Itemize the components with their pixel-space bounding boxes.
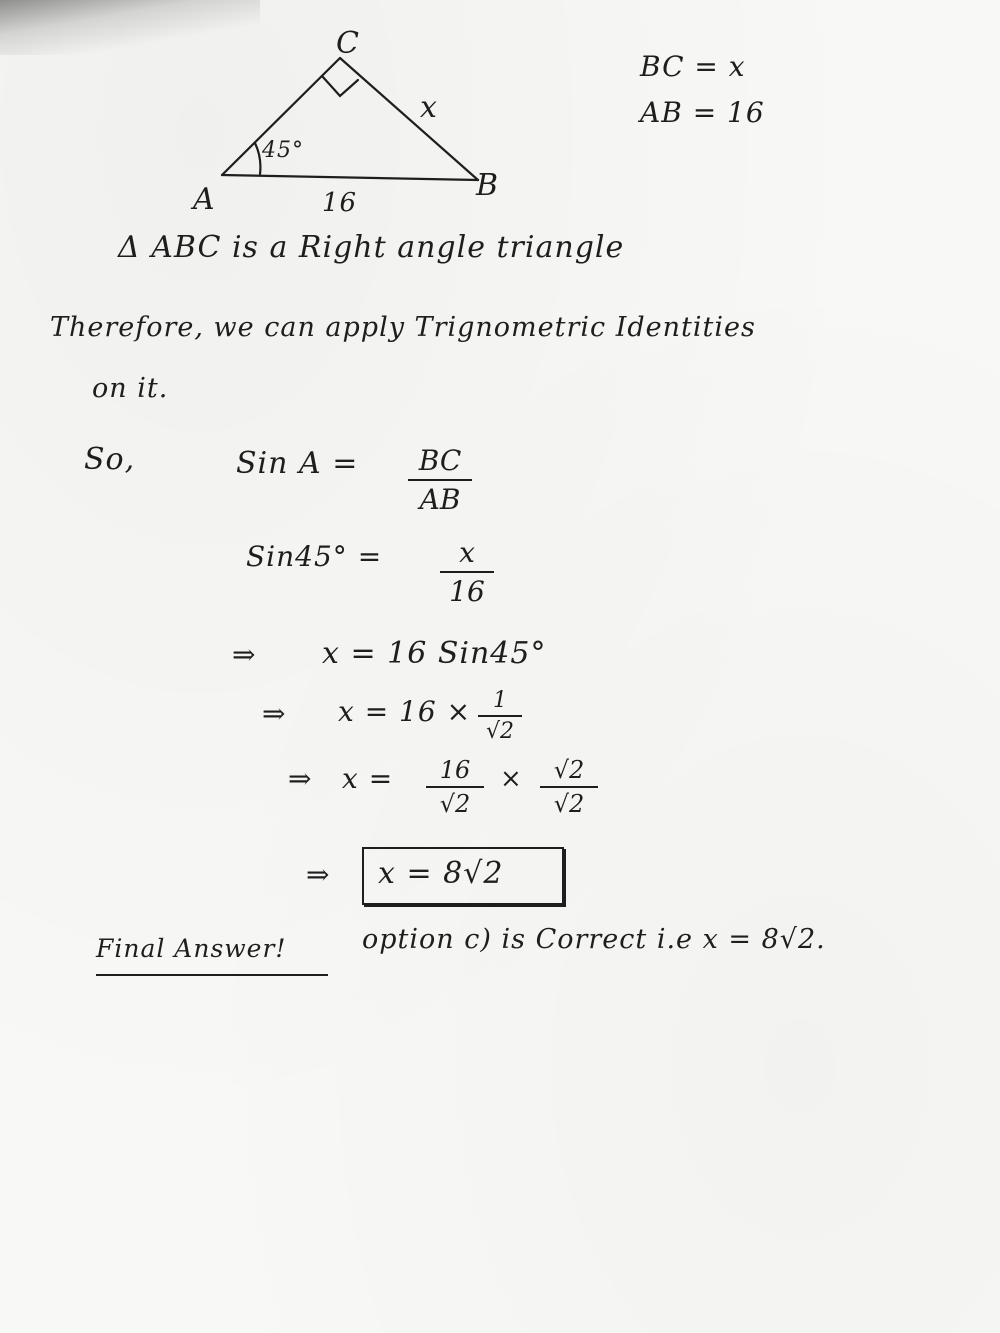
fraction-bar bbox=[426, 786, 484, 788]
vertex-b-label: B bbox=[476, 168, 500, 203]
final-answer-underline bbox=[96, 974, 328, 976]
right-angle-mark bbox=[322, 76, 358, 96]
step4-equation: x = 16 × bbox=[338, 695, 472, 728]
angle-a-label: 45° bbox=[262, 138, 304, 163]
side-bc-label: x bbox=[420, 90, 438, 125]
statement-line: Δ ABC is a Right angle triangle bbox=[118, 230, 625, 265]
step5-denominator-1: √2 bbox=[439, 790, 471, 818]
vertex-c-label: C bbox=[336, 26, 360, 61]
given-ab: AB = 16 bbox=[640, 96, 765, 129]
step2-fraction bbox=[440, 536, 494, 608]
given-bc: BC = x bbox=[640, 50, 746, 83]
on-it-line: on it. bbox=[92, 373, 169, 404]
step2-denominator: 16 bbox=[449, 575, 485, 608]
side-ab-label: 16 bbox=[322, 188, 358, 218]
step2-numerator: x bbox=[459, 536, 475, 569]
step4-fraction bbox=[478, 688, 522, 744]
step1-denominator: AB bbox=[419, 483, 461, 516]
step6-equation: x = 8√2 bbox=[378, 856, 504, 891]
side-ab-line bbox=[222, 175, 478, 180]
step6-arrow: ⇒ bbox=[306, 858, 331, 891]
fraction-bar bbox=[478, 715, 522, 717]
step5-lhs: x = bbox=[342, 762, 394, 795]
step3-arrow: ⇒ bbox=[232, 638, 257, 671]
therefore-line: Therefore, we can apply Trignometric Identities bbox=[50, 312, 756, 343]
step1-numerator: BC bbox=[418, 444, 462, 477]
step4-numerator: 1 bbox=[493, 688, 507, 713]
side-cb-line bbox=[340, 58, 478, 180]
step5-fraction-2 bbox=[540, 756, 598, 818]
final-answer-text: option c) is Correct i.e x = 8√2. bbox=[362, 924, 826, 955]
step5-arrow: ⇒ bbox=[288, 762, 313, 795]
fraction-bar bbox=[440, 571, 494, 573]
step5-numerator-1: 16 bbox=[439, 756, 471, 784]
fraction-bar bbox=[540, 786, 598, 788]
final-answer-label: Final Answer! bbox=[96, 934, 287, 963]
step1-fraction bbox=[408, 444, 472, 516]
step1-lhs: Sin A = bbox=[236, 446, 359, 481]
step5-fraction-1 bbox=[426, 756, 484, 818]
fraction-bar bbox=[408, 479, 472, 481]
step4-denominator: √2 bbox=[485, 719, 514, 744]
step5-times: × bbox=[500, 764, 523, 794]
angle-a-arc bbox=[255, 143, 260, 174]
step3-equation: x = 16 Sin45° bbox=[322, 636, 547, 671]
step2-lhs: Sin45° = bbox=[246, 540, 383, 573]
vertex-a-label: A bbox=[193, 182, 216, 217]
so-label: So, bbox=[84, 442, 136, 477]
step4-arrow: ⇒ bbox=[262, 697, 287, 730]
step5-denominator-2: √2 bbox=[553, 790, 585, 818]
step5-numerator-2: √2 bbox=[553, 756, 585, 784]
